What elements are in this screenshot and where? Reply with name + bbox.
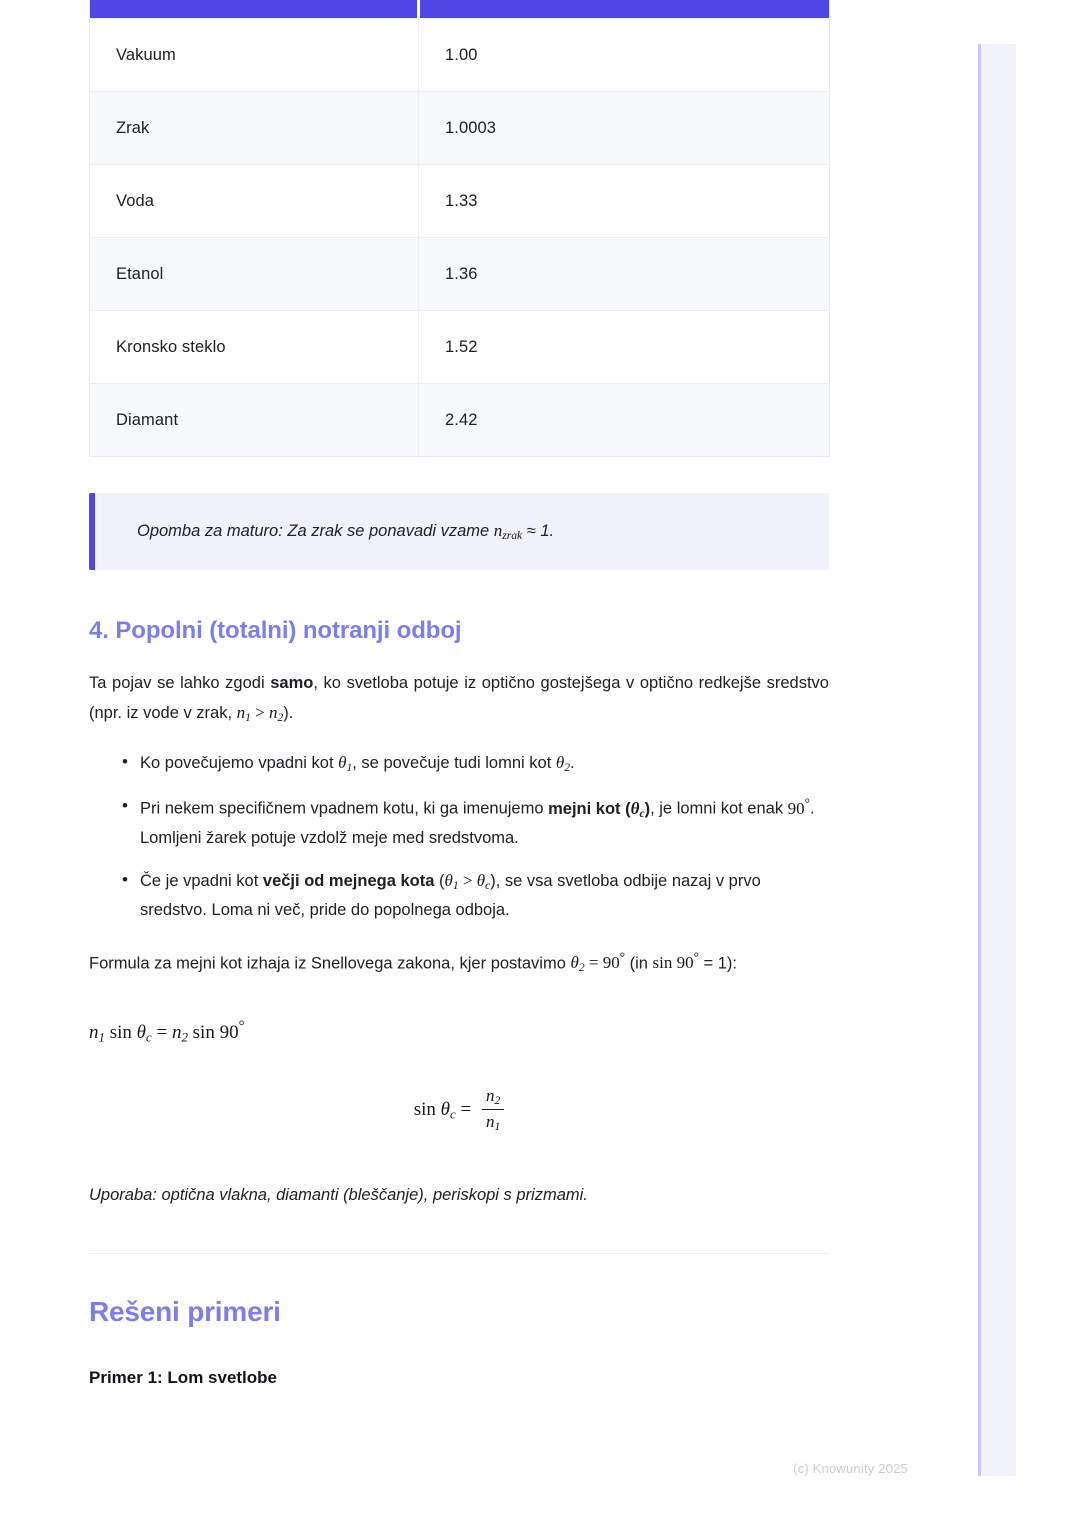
- list-item: [122, 748, 829, 778]
- equation-critical-angle: $\sin \theta_c$ = $\frac{n_2}{n_1}$: [89, 1087, 829, 1133]
- table-row: [90, 238, 830, 311]
- cell-index: 2.42: [419, 384, 830, 457]
- bullet1-text2: , se povečuje tudi lomni kot: [352, 753, 556, 772]
- section4-bullet-list: [89, 748, 829, 925]
- cell-index: 1.36: [419, 238, 830, 311]
- equation-snell-critical: $n_1$ $\sin \theta_c = n_2$ sin 90°: [89, 1018, 245, 1045]
- section4-intro-paragraph: [89, 669, 829, 727]
- section-heading-4: 4. Popolni (totalni) notranji odboj: [89, 617, 462, 645]
- cell-material: Voda: [90, 165, 419, 238]
- bullet1-math1: $\theta_1$: [338, 752, 353, 775]
- bullet2-bold-term: mejni kot $(\theta_c)$: [548, 798, 651, 820]
- table-header-material: [90, 0, 419, 19]
- examples-heading: Rešeni primeri: [89, 1296, 281, 1328]
- fraction-numerator: $n_2$: [482, 1086, 504, 1109]
- table-header-index: [419, 0, 830, 19]
- cell-index: 1.52: [419, 311, 830, 384]
- callout-prefix: Opomba za maturo: Za zrak se ponavadi vzame: [137, 522, 494, 540]
- table-body: [90, 19, 830, 457]
- callout-symbol: $n_{zrak}$: [493, 521, 523, 543]
- fraction-n2-over-n1: [482, 1086, 504, 1132]
- bullet3-text3: ), se vsa svetloba odbije nazaj v prvo sredstvo. Loma ni več, pride do popolnega odboja.: [140, 872, 761, 920]
- cell-index: 1.0003: [419, 92, 830, 165]
- example-1-subheading: Primer 1: Lom svetlobe: [89, 1368, 278, 1388]
- cell-material: Zrak: [90, 92, 419, 165]
- intro-inline-math: $n_1 > n_2$: [236, 702, 284, 725]
- intro-bold-samo: samo: [270, 674, 314, 693]
- list-item: [122, 792, 829, 852]
- refractive-index-table: [89, 0, 830, 457]
- vertical-scrollbar-thumb[interactable]: [978, 44, 981, 1476]
- cell-index: 1.33: [419, 165, 830, 238]
- bullet1-math2: $\theta_2$: [555, 752, 571, 775]
- table-row: [90, 165, 830, 238]
- table-row: [90, 311, 830, 384]
- section-divider: [89, 1253, 829, 1254]
- cell-material: Vakuum: [90, 19, 419, 92]
- formula-math-sin90: sin 90°: [652, 949, 699, 973]
- callout-text: [137, 521, 555, 543]
- bullet1-text3: .: [570, 753, 575, 772]
- bullet3-text2: (: [434, 872, 445, 891]
- fraction-denominator: $n_1$: [485, 1111, 501, 1133]
- bullet3-text1: Če je vpadni kot: [140, 872, 263, 891]
- bullet3-math: $\theta_1 > \theta_c$: [444, 871, 491, 893]
- cell-material: Etanol: [90, 238, 419, 311]
- formula-math-theta2: $\theta_2 = 90^\circ$: [570, 949, 626, 975]
- bullet1-text1: Ko povečujemo vpadni kot: [140, 753, 339, 772]
- formula-text1: Formula za mejni kot izhaja iz Snellovega zakona, kjer postavimo: [89, 954, 571, 973]
- table-row: [90, 19, 830, 92]
- bullet2-text2: , je lomni kot enak: [650, 799, 788, 818]
- bullet2-text1: Pri nekem specifičnem vpadnem kotu, ki ga imenujemo: [140, 799, 549, 818]
- usage-note: Uporaba: optična vlakna, diamanti (bleščanje), periskopi s prizmami.: [89, 1185, 588, 1204]
- cell-material: Diamant: [90, 384, 419, 457]
- copyright-watermark: (c) Knowunity 2025: [793, 1461, 908, 1476]
- exam-note-callout: [89, 493, 829, 570]
- cell-material: Kronsko steklo: [90, 311, 419, 384]
- content-column: [89, 0, 829, 1388]
- callout-suffix: ≈ 1.: [522, 522, 555, 540]
- table-row: [90, 92, 830, 165]
- cell-index: 1.00: [419, 19, 830, 92]
- intro-text-3: ).: [283, 703, 294, 722]
- table-header-row: [90, 0, 830, 19]
- bullet2-text3: . Lomljeni žarek potuje vzdolž meje med sredstvoma.: [140, 799, 815, 847]
- table-row: [90, 384, 830, 457]
- formula-text2: (in: [625, 954, 653, 973]
- bullet3-bold-term: večji od mejnega kota: [262, 872, 435, 891]
- intro-text-1: Ta pojav se lahko zgodi: [89, 674, 271, 693]
- intro-text-2: , ko svetloba potuje iz optično gostejšega v optično redkejše sredstvo (npr. iz vode v zrak,: [89, 674, 829, 722]
- vertical-scrollbar-track[interactable]: [978, 44, 1016, 1476]
- bullet2-math-90deg: 90°: [787, 795, 810, 818]
- table-header: [90, 0, 830, 19]
- list-item: [122, 866, 829, 924]
- formula-text3: = 1):: [698, 954, 738, 973]
- formula-intro-paragraph: [89, 947, 829, 979]
